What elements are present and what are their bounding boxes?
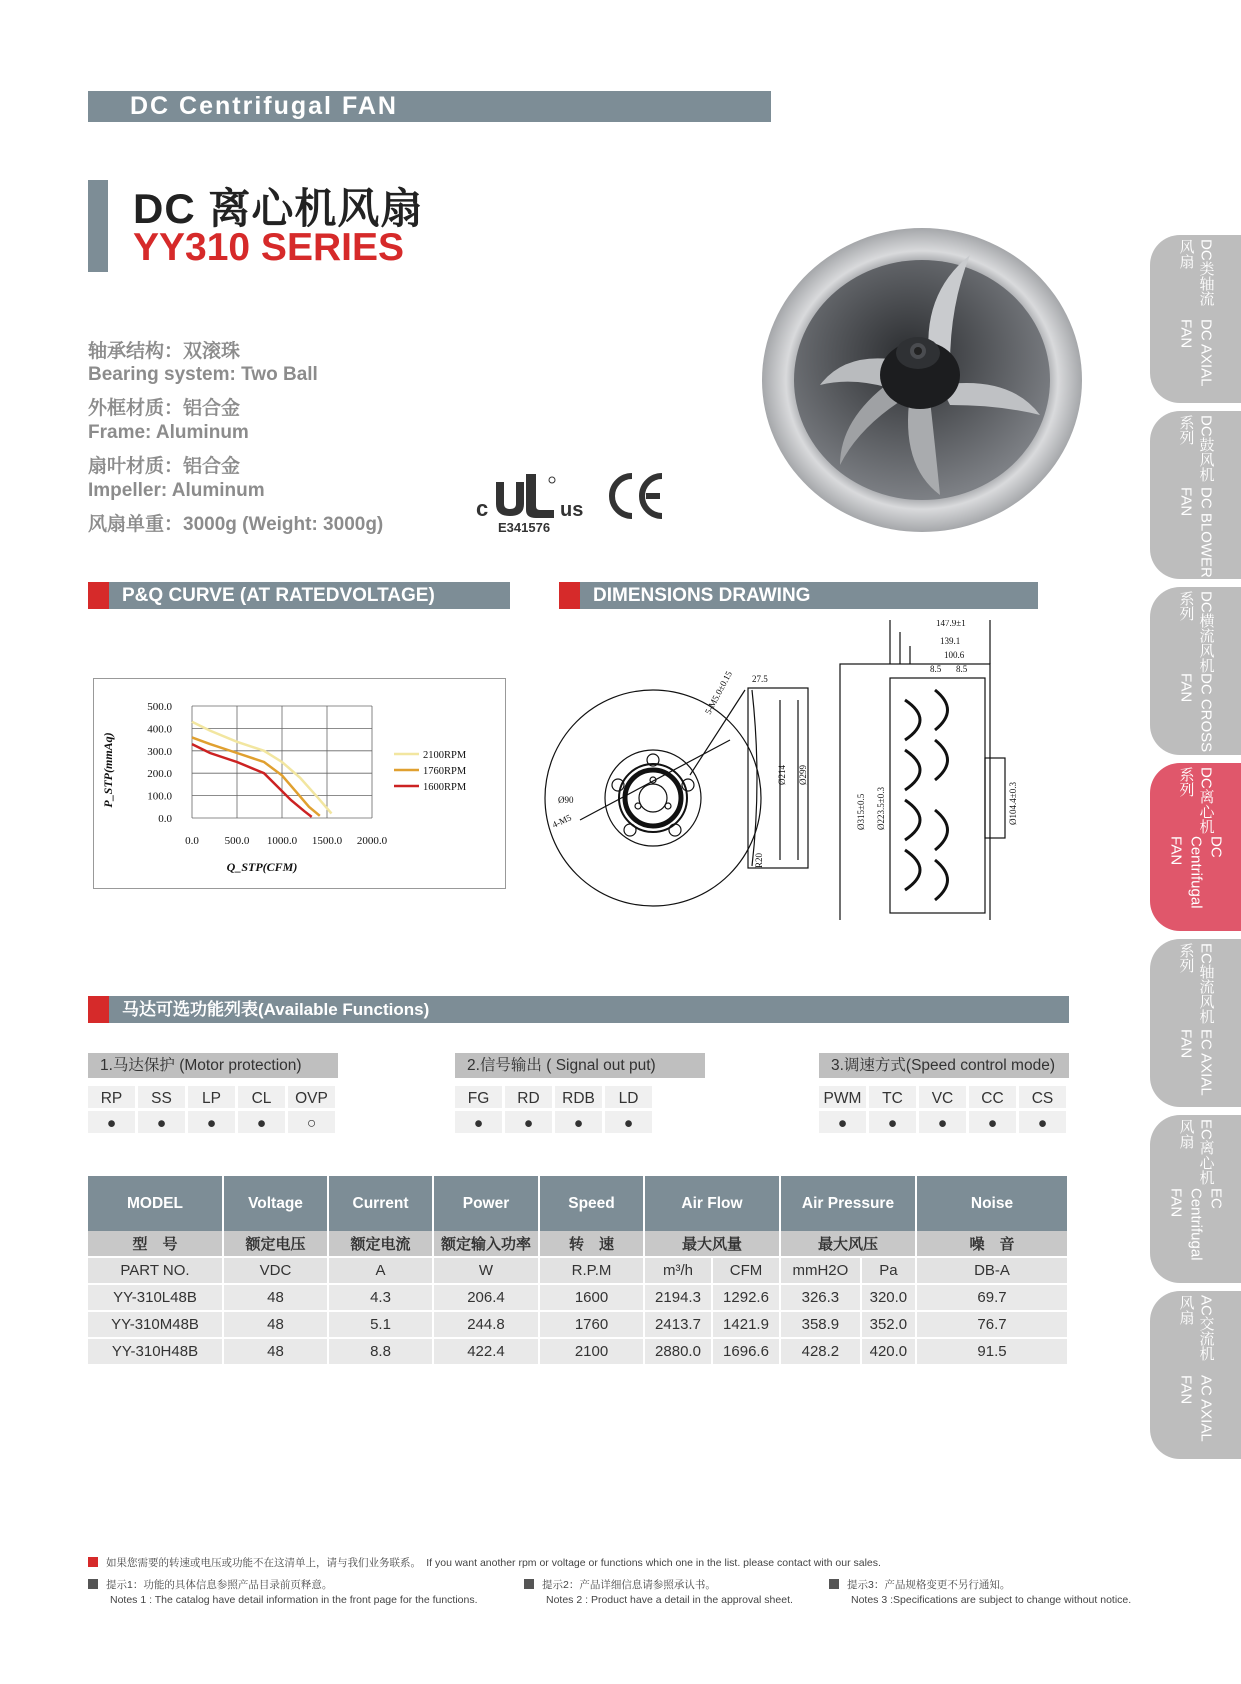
dim-8-5-b: 8.5 [956, 664, 968, 674]
side-tab-en: DC Centrifugal FAN [1167, 836, 1225, 909]
table-cell: 91.5 [917, 1339, 1069, 1366]
dimension-drawing [540, 620, 1070, 920]
col-current: Current [329, 1176, 434, 1231]
pq-curve-section-head [88, 582, 510, 609]
table-cell: 2413.7 [645, 1312, 713, 1339]
footer-note-3 [829, 1578, 1149, 1608]
functions-title: 马达可选功能列表(Available Functions) [122, 1000, 430, 1019]
x-tick-label: 2000.0 [356, 835, 388, 847]
ul-logo-icon [474, 470, 674, 540]
function-item: FG [455, 1086, 505, 1111]
footer-contact [88, 1556, 1088, 1571]
table-cell: PART NO. [88, 1258, 224, 1285]
function-item: LD [605, 1086, 655, 1111]
y-tick-label: 500.0 [147, 701, 172, 713]
title-accent-bar [88, 180, 108, 272]
side-tab-dc-centrifugal[interactable] [1150, 763, 1241, 931]
function-mark: ● [605, 1111, 655, 1136]
pq-chart [93, 678, 506, 889]
table-cell: 48 [224, 1339, 329, 1366]
function-item: CC [969, 1086, 1019, 1111]
function-group-title: 2.信号输出 ( Signal out put) [455, 1053, 705, 1078]
side-tab-ec-axial[interactable] [1150, 939, 1241, 1107]
footer-note-1 [88, 1578, 508, 1608]
bullet-icon [88, 1579, 98, 1589]
table-cell: mmH2O [781, 1258, 862, 1285]
note-1-cn: 提示1：功能的具体信息参照产品目录前页释意。 [106, 1579, 333, 1591]
function-mark: ● [238, 1111, 288, 1136]
function-item: CL [238, 1086, 288, 1111]
function-mark: ● [455, 1111, 505, 1136]
function-item: TC [869, 1086, 919, 1111]
table-cell: CFM [713, 1258, 781, 1285]
table-cell: 1292.6 [713, 1285, 781, 1312]
legend-label: 1760RPM [423, 766, 467, 777]
side-tab-dc-axial[interactable] [1150, 235, 1241, 403]
page-title: DC 离心机风扇 [133, 185, 424, 232]
function-item: OVP [288, 1086, 338, 1111]
table-cell: R.P.M [540, 1258, 645, 1285]
table-cell: 2880.0 [645, 1339, 713, 1366]
function-mark: ● [555, 1111, 605, 1136]
functions-section-head [88, 996, 1069, 1023]
section-banner: DC Centrifugal FAN [88, 91, 771, 122]
x-tick-label: 1000.0 [266, 835, 298, 847]
ul-c-text: c [476, 496, 489, 521]
y-axis-label: P_STP(mmAq) [101, 732, 115, 808]
table-cell: 422.4 [434, 1339, 540, 1366]
table-cell: 最大风量 [645, 1231, 781, 1258]
spec-bearing-cn: 轴承结构：双滚珠 [88, 341, 241, 362]
function-item: RD [505, 1086, 555, 1111]
spec-impeller-en: Impeller: Aluminum [88, 480, 265, 501]
y-tick-label: 0.0 [158, 813, 172, 825]
legend-label: 2100RPM [423, 750, 467, 761]
table-cell: 48 [224, 1312, 329, 1339]
table-cell: 352.0 [862, 1312, 917, 1339]
dim-27-5: 27.5 [752, 674, 768, 684]
function-mark: ● [919, 1111, 969, 1136]
table-cell: 420.0 [862, 1339, 917, 1366]
side-tab-ac-axial[interactable] [1150, 1291, 1241, 1459]
ul-us-text: us [560, 499, 584, 521]
table-cell: 4.3 [329, 1285, 434, 1312]
dimensions-title: DIMENSIONS DRAWING [593, 585, 811, 606]
function-mark: ● [188, 1111, 238, 1136]
table-cell: YY-310M48B [88, 1312, 224, 1339]
table-row [88, 1285, 1069, 1312]
table-cell: 1696.6 [713, 1339, 781, 1366]
pq-chart-svg [94, 679, 507, 890]
table-units-row [88, 1258, 1069, 1285]
spec-table [88, 1176, 1069, 1366]
function-mark: ● [88, 1111, 138, 1136]
side-tab-en: DC BLOWER FAN [1177, 486, 1215, 578]
table-cell: 206.4 [434, 1285, 540, 1312]
table-cell: 69.7 [917, 1285, 1069, 1312]
function-mark: ● [138, 1111, 188, 1136]
side-tab-en: AC AXIAL FAN [1177, 1375, 1215, 1442]
table-cell: m³/h [645, 1258, 713, 1285]
x-tick-label: 500.0 [224, 835, 250, 847]
table-cell: 2100 [540, 1339, 645, 1366]
col-noise: Noise [917, 1176, 1069, 1231]
table-row [88, 1339, 1069, 1366]
pq-curve-title: P&Q CURVE (AT RATEDVOLTAGE) [122, 585, 435, 606]
dim-5m5: 5-M5.0±0.15 [702, 669, 735, 716]
table-cell: 428.2 [781, 1339, 862, 1366]
x-tick-label: 0.0 [185, 835, 199, 847]
note-1-en: Notes 1 : The catalog have detail information in the front page for the functions. [110, 1594, 478, 1606]
red-accent [88, 996, 109, 1023]
side-tab-dc-blower[interactable] [1150, 411, 1241, 579]
dim-139-1: 139.1 [940, 636, 961, 646]
table-cell: W [434, 1258, 540, 1285]
dimensions-section-head [559, 582, 1038, 609]
dim-phi315: Ø315±0.5 [856, 793, 866, 830]
table-cell: 额定电压 [224, 1231, 329, 1258]
spec-impeller-cn: 扇叶材质：铝合金 [88, 456, 241, 477]
side-tab-cn: DC类轴流风扇 [1177, 239, 1215, 306]
function-mark: ○ [288, 1111, 338, 1136]
function-group-motor-protection [88, 1053, 338, 1136]
table-cell: 1421.9 [713, 1312, 781, 1339]
note-2-cn: 提示2：产品详细信息请参照承认书。 [542, 1579, 716, 1591]
function-mark: ● [819, 1111, 869, 1136]
col-model: MODEL [88, 1176, 224, 1231]
table-cell: 1600 [540, 1285, 645, 1312]
dim-phi223: Ø223.5±0.3 [876, 787, 886, 830]
function-item: CS [1019, 1086, 1069, 1111]
table-cell: 最大风压 [781, 1231, 917, 1258]
col-airpressure: Air Pressure [781, 1176, 917, 1231]
series-line [192, 722, 332, 814]
function-item: VC [919, 1086, 969, 1111]
ce-mark-icon [612, 476, 662, 516]
dim-100-6: 100.6 [944, 650, 965, 660]
function-group-speed-control [819, 1053, 1069, 1136]
function-mark: ● [869, 1111, 919, 1136]
table-cell: 76.7 [917, 1312, 1069, 1339]
table-header-row [88, 1176, 1069, 1231]
table-cell: YY-310L48B [88, 1285, 224, 1312]
function-item: SS [138, 1086, 188, 1111]
function-item: LP [188, 1086, 238, 1111]
table-cell: A [329, 1258, 434, 1285]
function-group-signal-output [455, 1053, 705, 1136]
table-cell: 型 号 [88, 1231, 224, 1258]
footer-note-2 [524, 1578, 824, 1608]
y-tick-label: 100.0 [147, 790, 172, 803]
side-tab-en: DC AXIAL FAN [1177, 319, 1215, 387]
table-cell: 额定输入功率 [434, 1231, 540, 1258]
footer-contact-text: 如果您需要的转速或电压或功能不在这清单上，请与我们业务联系。 If you want another rpm or voltage or functions which one in the list. please contact with our sales. [106, 1557, 881, 1569]
table-cell: 1760 [540, 1312, 645, 1339]
table-cell: DB-A [917, 1258, 1069, 1285]
table-cell: 8.8 [329, 1339, 434, 1366]
function-item: PWM [819, 1086, 869, 1111]
table-cell: 244.8 [434, 1312, 540, 1339]
side-tab-dc-cross[interactable] [1150, 587, 1241, 755]
table-cell: 48 [224, 1285, 329, 1312]
series-title: YY310 SERIES [133, 226, 404, 269]
red-accent [559, 582, 580, 609]
dim-phi90: Ø90 [558, 795, 574, 805]
y-tick-label: 200.0 [147, 768, 172, 781]
side-tab-cn: DC鼓风机系列 [1177, 415, 1215, 482]
front-view [545, 690, 761, 906]
bullet-icon [88, 1557, 98, 1567]
certification-logos [474, 470, 674, 540]
function-group-title: 1.马达保护 (Motor protection) [88, 1053, 338, 1078]
table-cn-header-row [88, 1231, 1069, 1258]
dim-4m5: 4-M5 [550, 812, 573, 830]
y-tick-label: 400.0 [147, 723, 172, 736]
dim-phi214: Ø214 [777, 765, 787, 785]
note-3-cn: 提示3：产品规格变更不另行通知。 [847, 1579, 1011, 1591]
spec-frame-en: Frame: Aluminum [88, 422, 249, 443]
table-cell: 326.3 [781, 1285, 862, 1312]
table-cell: VDC [224, 1258, 329, 1285]
table-cell: 5.1 [329, 1312, 434, 1339]
ul-code: E341576 [498, 520, 551, 535]
side-tab-cn: EC离心机风扇 [1177, 1119, 1215, 1185]
side-tab-en: EC AXIAL FAN [1177, 1029, 1215, 1096]
dim-phi299: Ø299 [798, 765, 808, 785]
table-cell: 320.0 [862, 1285, 917, 1312]
table-cell: 2194.3 [645, 1285, 713, 1312]
table-cell: 358.9 [781, 1312, 862, 1339]
table-cell: YY-310H48B [88, 1339, 224, 1366]
x-axis-label: Q_STP(CFM) [226, 860, 298, 874]
spec-frame-cn: 外框材质：铝合金 [88, 398, 241, 419]
table-cell: 额定电流 [329, 1231, 434, 1258]
spec-weight: 风扇单重：3000g (Weight: 3000g) [88, 514, 384, 535]
function-mark: ● [505, 1111, 555, 1136]
side-tab-cn: DC横流风机系列 [1177, 591, 1215, 673]
side-tab-cn: AC交流机风扇 [1177, 1295, 1215, 1361]
y-tick-label: 300.0 [147, 745, 172, 758]
note-2-en: Notes 2 : Product have a detail in the approval sheet. [546, 1594, 793, 1606]
dim-phi104: Ø104.4±0.3 [1008, 782, 1018, 825]
function-mark: ● [969, 1111, 1019, 1136]
function-item: RP [88, 1086, 138, 1111]
dim-r20: R20 [754, 852, 764, 868]
series-line [192, 744, 312, 817]
table-cell: 转 速 [540, 1231, 645, 1258]
function-group-title: 3.调速方式(Speed control mode) [819, 1053, 1069, 1078]
red-accent [88, 582, 109, 609]
dim-8-5-a: 8.5 [930, 664, 942, 674]
fan-product-image [760, 225, 1085, 535]
function-item: RDB [555, 1086, 605, 1111]
bullet-icon [524, 1579, 534, 1589]
col-power: Power [434, 1176, 540, 1231]
col-airflow: Air Flow [645, 1176, 781, 1231]
dim-147-9: 147.9±1 [936, 620, 966, 628]
function-mark: ● [1019, 1111, 1069, 1136]
spec-bearing-en: Bearing system: Two Ball [88, 364, 318, 385]
side-tab-cn: DC离心机系列 [1177, 767, 1215, 834]
side-tab-en: DC CROSS FAN [1177, 672, 1215, 752]
bullet-icon [829, 1579, 839, 1589]
table-row [88, 1312, 1069, 1339]
side-tab-ec-centrifugal[interactable] [1150, 1115, 1241, 1283]
col-speed: Speed [540, 1176, 645, 1231]
table-cell: Pa [862, 1258, 917, 1285]
x-tick-label: 1500.0 [311, 835, 343, 847]
side-tab-en: EC Centrifugal FAN [1167, 1188, 1225, 1261]
side-tab-cn: EC轴流风机系列 [1177, 943, 1215, 1024]
col-voltage: Voltage [224, 1176, 329, 1231]
note-3-en: Notes 3 :Specifications are subject to change without notice. [851, 1594, 1132, 1606]
side-view-b [840, 620, 1005, 920]
legend-label: 1600RPM [423, 782, 467, 793]
table-cell: 噪 音 [917, 1231, 1069, 1258]
